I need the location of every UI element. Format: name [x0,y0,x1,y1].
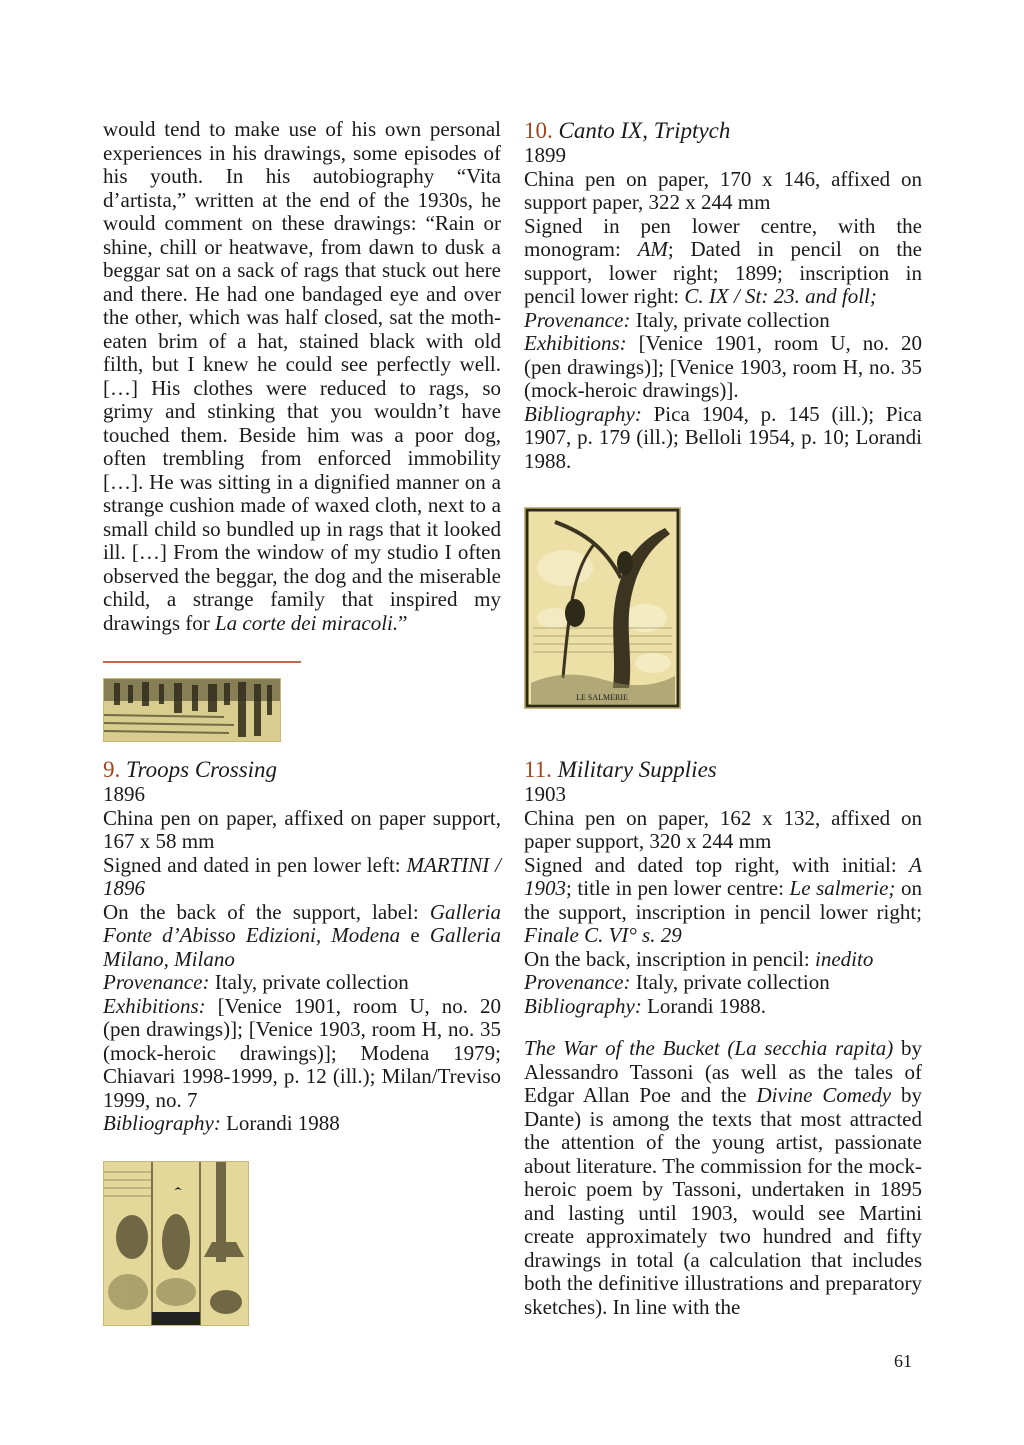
image-caption: LE SALMERIE [576,693,628,702]
entry-title-text: Military Supplies [557,757,717,782]
catalog-entry-11 [524,757,922,1018]
entry-provenance: Provenance: Italy, private collection [103,970,409,994]
entry-year: 1896 [103,782,145,806]
entry-signature: Signed and dated in pen lower left: MARTINI / 1896 [103,852,502,900]
entry-provenance: Provenance: Italy, private collection [524,970,830,994]
entry-exhibitions: Exhibitions: [Venice 1901, room U, no. 20 (pen drawings)]; [Venice 1903, room H, no. 35 (mock-heroic drawings)]; Modena 1979; Chiavari 1998-1999, p. 12 (ill.); Milan/Treviso 1999, no. 7 [103,993,501,1112]
entry-signature: Signed and dated top right, with initial: A 1903; title in pen lower centre: Le salmerie; on the support, inscription in pencil lower right; Finale C. VI° s. 29 [524,852,922,947]
entry-medium: China pen on paper, affixed on paper support, 167 x 58 mm [103,805,501,853]
artwork-image-canto-ix-triptych [103,1161,249,1326]
entry-provenance: Provenance: Italy, private collection [524,307,830,332]
troops-crossing-illustration [104,679,280,741]
tree-illustration [525,508,680,708]
entry-title-text: Troops Crossing [126,757,278,782]
artwork-image-troops-crossing [103,678,281,742]
catalog-entry-9 [103,757,501,1136]
entry-title [524,757,922,783]
page-number: 61 [894,1351,912,1371]
entry-bibliography: Bibliography: Lorandi 1988 [103,1111,340,1135]
intro-paragraph [103,118,501,635]
entry-title [103,757,501,783]
intro-close-quote: ” [398,610,408,635]
artwork-image-military-supplies [524,507,681,709]
entry-bibliography: Bibliography: Pica 1904, p. 145 (ill.); Pica 1907, p. 179 (ill.); Belloli 1954, p. 10; Lorandi 1988. [524,401,922,473]
entry-back-label: On the back of the support, label: Galleria Fonte d’Abisso Edizioni, Modena e Galleria Milano, Milano [103,899,501,971]
entry-signature: Signed in pen lower centre, with the monogram: AM; Dated in pencil on the support, lower right; 1899; inscription in pencil lower right: C. IX / St: 23. and foll; [524,213,922,308]
entry-number: 11. [524,757,552,782]
entry-number: 10. [524,118,553,143]
entry-back-inscription: On the back, inscription in pencil: inedito [524,946,874,971]
entry-medium: China pen on paper, 170 x 146, affixed on support paper, 322 x 244 mm [524,166,922,214]
entry-title [524,118,922,144]
entry-medium: China pen on paper, 162 x 132, affixed on paper support, 320 x 244 mm [524,805,922,853]
intro-text: would tend to make use of his own personal experiences in his drawings, some episodes of his youth. In his autobiography “Vita d’artista,” written at the end of the 1930s, he would comment on these drawings: “Rain or shine, chill or heatwave, from dawn to dusk a beggar sat on a sack of rags that stuck out here and there. He had one bandaged eye and over the other, which was half closed, sat the moth-eaten brim of a hat, stained black with old filth, but I knew he could see perfectly well. […] His clothes were reduced to rags, so grimy and stinking that you wouldn’t have touched them. Beside him was a poor dog, often trembling from enforced immobility […]. He was sitting in a dignified manner on a strange cushion made of waxed cloth, next to a small child so bundled up in rags that it looked ill. […] From the window of my studio I often observed the beggar, the dog and the miserable child, a strange family that inspired my drawings for [103,117,501,635]
entry-year: 1899 [524,143,566,167]
entry-title-text: Canto IX, Triptych [558,118,731,143]
entry-year: 1903 [524,782,566,806]
closing-paragraph: The War of the Bucket (La secchia rapita) by Alessandro Tassoni (as well as the tales of Edgar Allan Poe and the Divine Comedy by Dante) is among the texts that most attracted the attention of the young artist, passionate about literature. The commission for the mock-heroic poem by Tassoni, undertaken in 1895 and lasting until 1903, would see Martini create approximately two hundred and fifty drawings in total (a calculation that includes both the definitive illustrations and preparatory sketches). In line with the [524,1036,923,1319]
catalog-entry-10 [524,118,922,473]
intro-italic-title: La corte dei miracoli. [214,610,399,635]
entry-number: 9. [103,757,121,782]
triptych-illustration [104,1162,248,1325]
entry-bibliography: Bibliography: Lorandi 1988. [524,993,767,1018]
entry-exhibitions: Exhibitions: [Venice 1901, room U, no. 20 (pen drawings)]; [Venice 1903, room H, no. 35 (mock-heroic drawings)]. [524,331,922,402]
section-divider [103,661,301,663]
